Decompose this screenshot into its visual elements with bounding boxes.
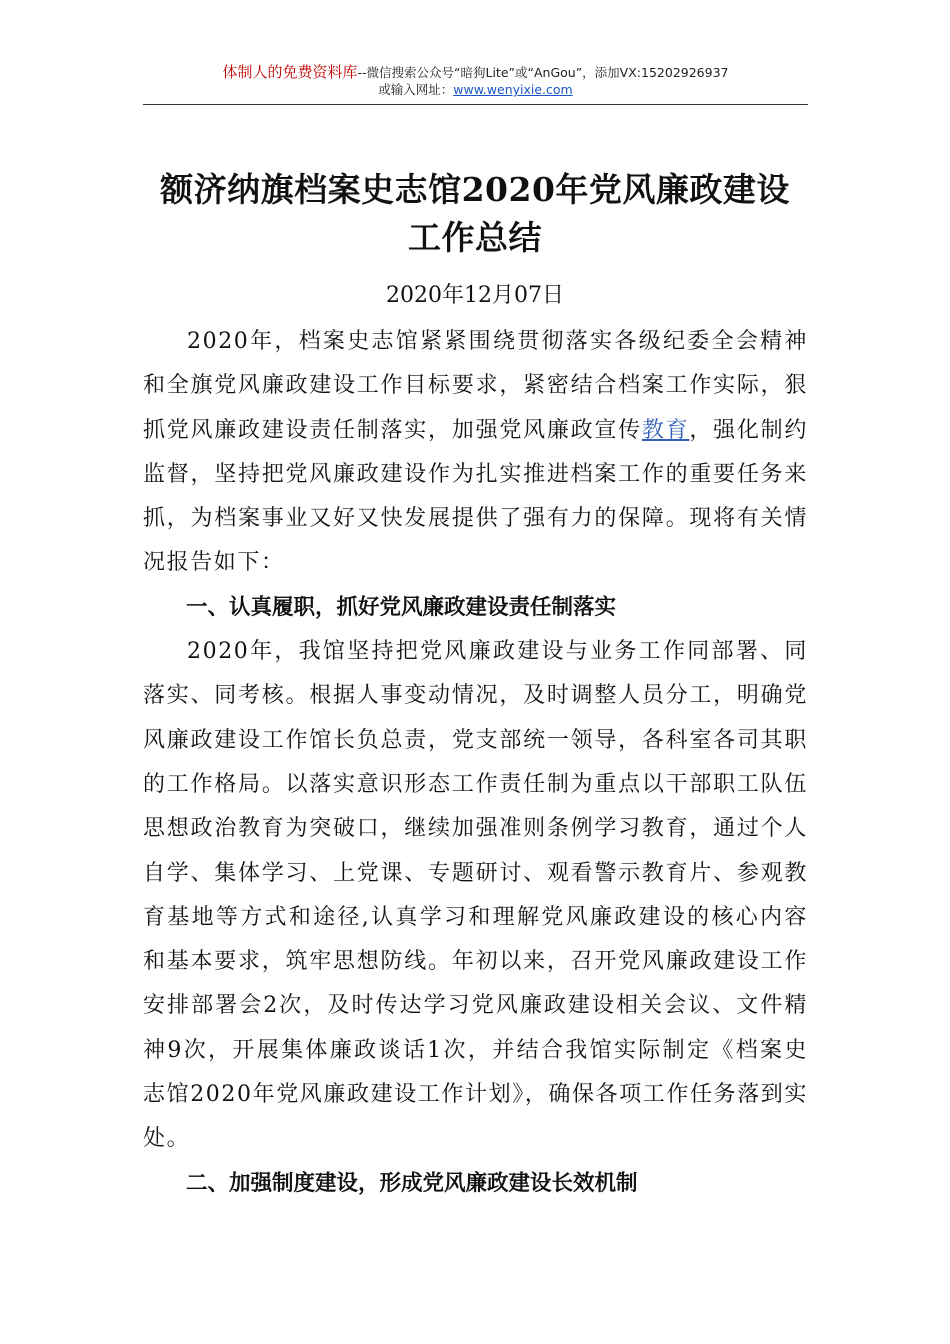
paragraph-intro bbox=[143, 320, 808, 586]
section-heading-2: 二、加强制度建设，形成党风廉政建设长效机制 bbox=[186, 1170, 638, 1196]
header-url-label: 或输入网址： bbox=[378, 82, 454, 97]
document-date: 2020年12月07日 bbox=[386, 283, 564, 308]
header-brand: 体制人的免费资料库 bbox=[222, 63, 358, 81]
paragraph-section-1: 2020年，我馆坚持把党风廉政建设与业务工作同部署、同落实、同考核。根据人事变动情况，及时调整人员分工，明确党风廉政建设工作馆长负总责，党支部统一领导，各科室各司其职的工作格局。以落实意识形态工作责任制为重点以干部职工队伍思想政治教育为突破口，继续加强准则条例学习教育，通过个人自学、集体学习、上党课、专题研讨、观看警示教育片、参观教育基地等方式和途径,认真学习和理解党风廉政建设的核心内容和基本要求，筑牢思想防线。年初以来，召开党风廉政建设工作安排部署会2次，及时传达学习党风廉政建设相关会议、文件精神9次，开展集体廉政谈话1次，并结合我馆实际制定《档案史志馆2020年党风廉政建设工作计划》，确保各项工作任务落到实处。 bbox=[143, 639, 808, 1152]
title-line-1: 额济纳旗档案史志馆2020年党风廉政建设 bbox=[160, 170, 790, 209]
header-line-2 bbox=[143, 81, 808, 98]
document-title bbox=[100, 166, 850, 262]
page-header bbox=[143, 64, 808, 98]
header-line-1 bbox=[143, 64, 808, 81]
title-line-2: 工作总结 bbox=[408, 218, 542, 257]
paragraph-intro-text-b: ，强化制约监督，坚持把党风廉政建设作为扎实推进档案工作的重要任务来抓，为档案事业又好又快发展提供了强有力的保障。现将有关情况报告如下： bbox=[143, 417, 808, 576]
document-body bbox=[143, 320, 808, 1206]
header-divider bbox=[143, 104, 808, 105]
header-contact-text: --微信搜索公众号“暗狗Lite”或“AnGou”，添加VX:15202926937 bbox=[357, 65, 729, 80]
header-url-link[interactable]: www.wenyixie.com bbox=[453, 82, 573, 97]
education-link[interactable]: 教育 bbox=[641, 417, 690, 443]
paragraph-intro-text-a: 2020年，档案史志馆紧紧围绕贯彻落实各级纪委全会精神和全旗党风廉政建设工作目标要求，紧密结合档案工作实际，狠抓党风廉政建设责任制落实，加强党风廉政宣传 bbox=[143, 329, 808, 443]
section-heading-1: 一、认真履职，抓好党风廉政建设责任制落实 bbox=[186, 594, 617, 620]
